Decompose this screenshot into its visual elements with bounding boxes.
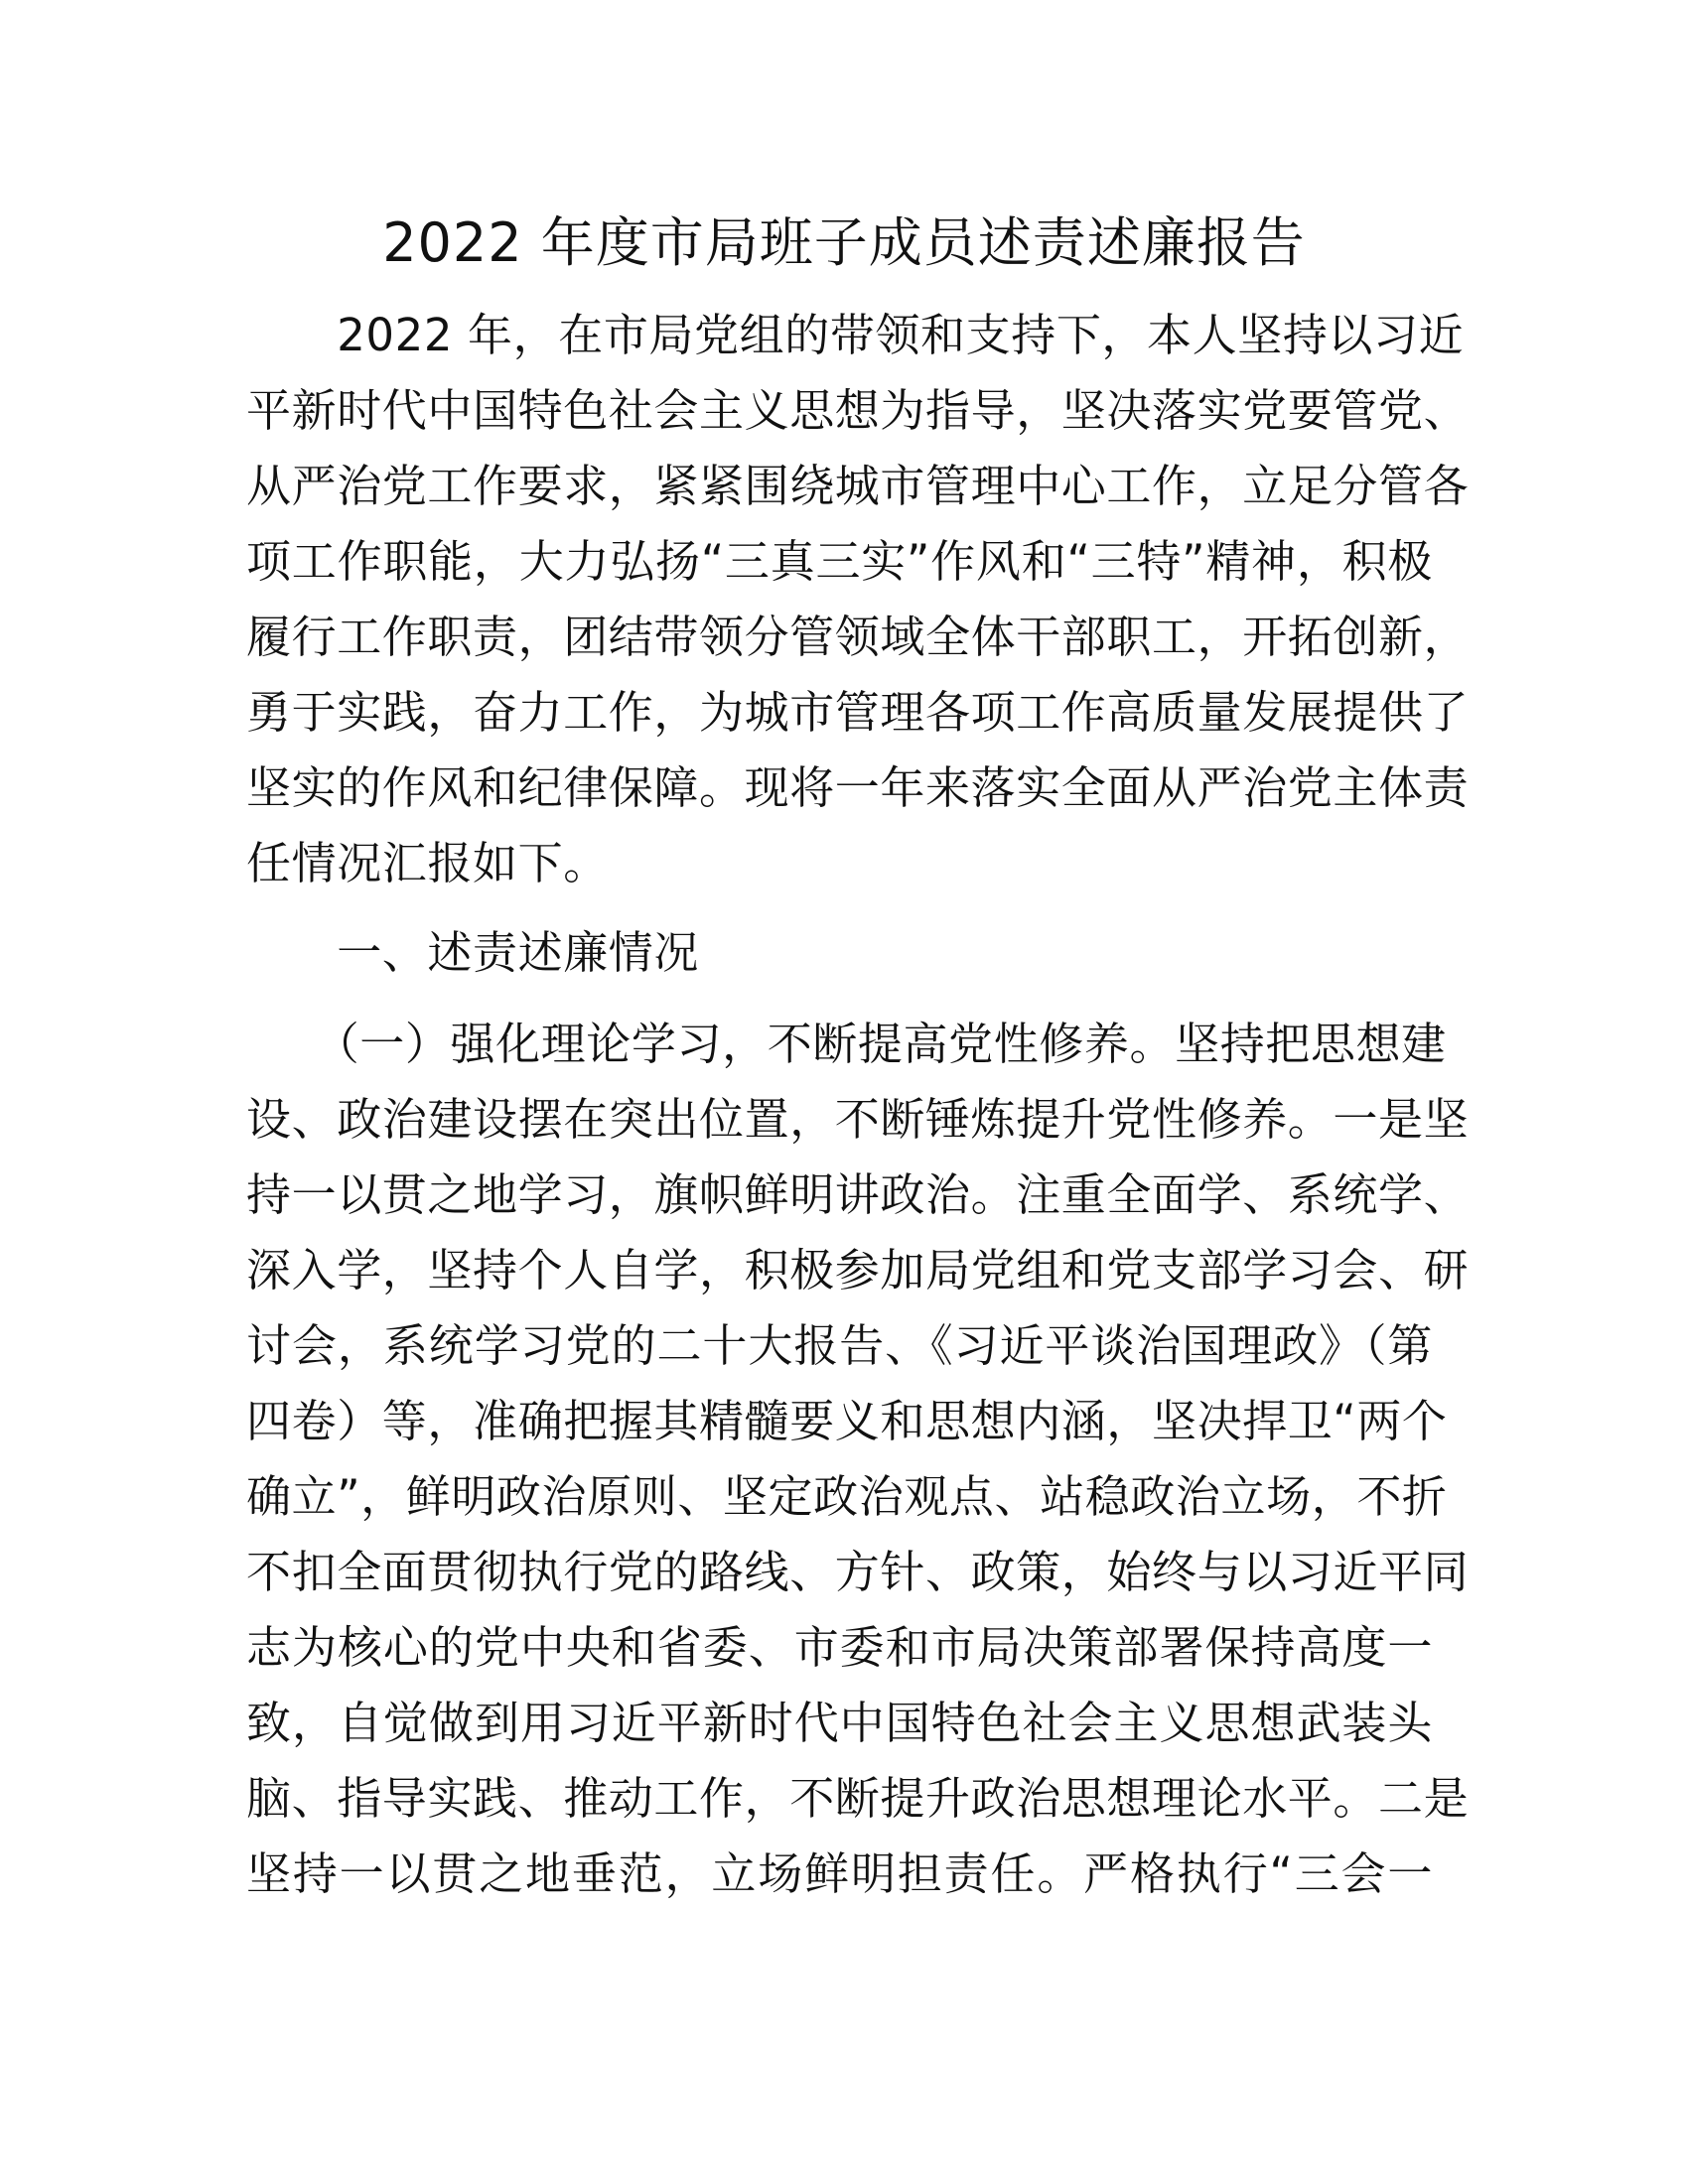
paragraph-line: 项工作职能，大力弘扬“三真三实”作风和“三特”精神，积极 (246, 535, 1433, 588)
paragraph-line: 任情况汇报如下。 (246, 837, 609, 889)
section-heading-text: 一、述责述廉情况 (246, 926, 700, 979)
paragraph-line: 志为核心的党中央和省委、市委和市局决策部署保持高度一 (246, 1621, 1433, 1674)
paragraph-line: 2022 年，在市局党组的带领和支持下，本人坚持以习近 (246, 309, 1465, 361)
paragraph-spacer (246, 901, 1433, 915)
paragraph-line: 从严治党工作要求，紧紧围绕城市管理中心工作，立足分管各 (246, 460, 1470, 512)
paragraph-line: 持一以贯之地学习，旗帜鲜明讲政治。注重全面学、系统学、 (246, 1168, 1470, 1221)
paragraph-line: 致，自觉做到用习近平新时代中国特色社会主义思想武装头 (246, 1697, 1433, 1749)
document-title: 2022 年度市局班子成员述责述廉报告 (382, 211, 1306, 274)
body-paragraph (246, 1007, 1470, 1912)
document-body (246, 298, 1470, 1912)
paragraph-line: 确立”，鲜明政治原则、坚定政治观点、站稳政治立场，不折 (246, 1470, 1448, 1523)
paragraph-line: 履行工作职责，团结带领分管领域全体干部职工，开拓创新， (246, 611, 1470, 663)
paragraph-line: 平新时代中国特色社会主义思想为指导，坚决落实党要管党、 (246, 384, 1470, 437)
paragraph-spacer (246, 991, 1433, 1007)
intro-paragraph (246, 298, 1470, 901)
paragraph-line: 坚持一以贯之地垂范，立场鲜明担责任。严格执行“三会一 (246, 1847, 1433, 1900)
paragraph-line: 脑、指导实践、推动工作，不断提升政治思想理论水平。二是 (246, 1772, 1470, 1825)
paragraph-line: 四卷）等，准确把握其精髓要义和思想内涵，坚决捍卫“两个 (246, 1395, 1448, 1447)
paragraph-line: 深入学，坚持个人自学，积极参加局党组和党支部学习会、研 (246, 1244, 1470, 1297)
paragraph-line: 坚实的作风和纪律保障。现将一年来落实全面从严治党主体责 (246, 761, 1470, 814)
paragraph-line: 勇于实践，奋力工作，为城市管理各项工作高质量发展提供了 (246, 686, 1470, 739)
paragraph-line: 设、政治建设摆在突出位置，不断锤炼提升党性修养。一是坚 (246, 1093, 1470, 1146)
paragraph-line: 不扣全面贯彻执行党的路线、方针、政策，始终与以习近平同 (246, 1546, 1470, 1598)
paragraph-line: 讨会，系统学习党的二十大报告、《习近平谈治国理政》（第 (246, 1319, 1433, 1372)
paragraph-line: （一）强化理论学习，不断提高党性修养。坚持把思想建 (246, 1018, 1447, 1070)
section-heading (246, 915, 1433, 991)
